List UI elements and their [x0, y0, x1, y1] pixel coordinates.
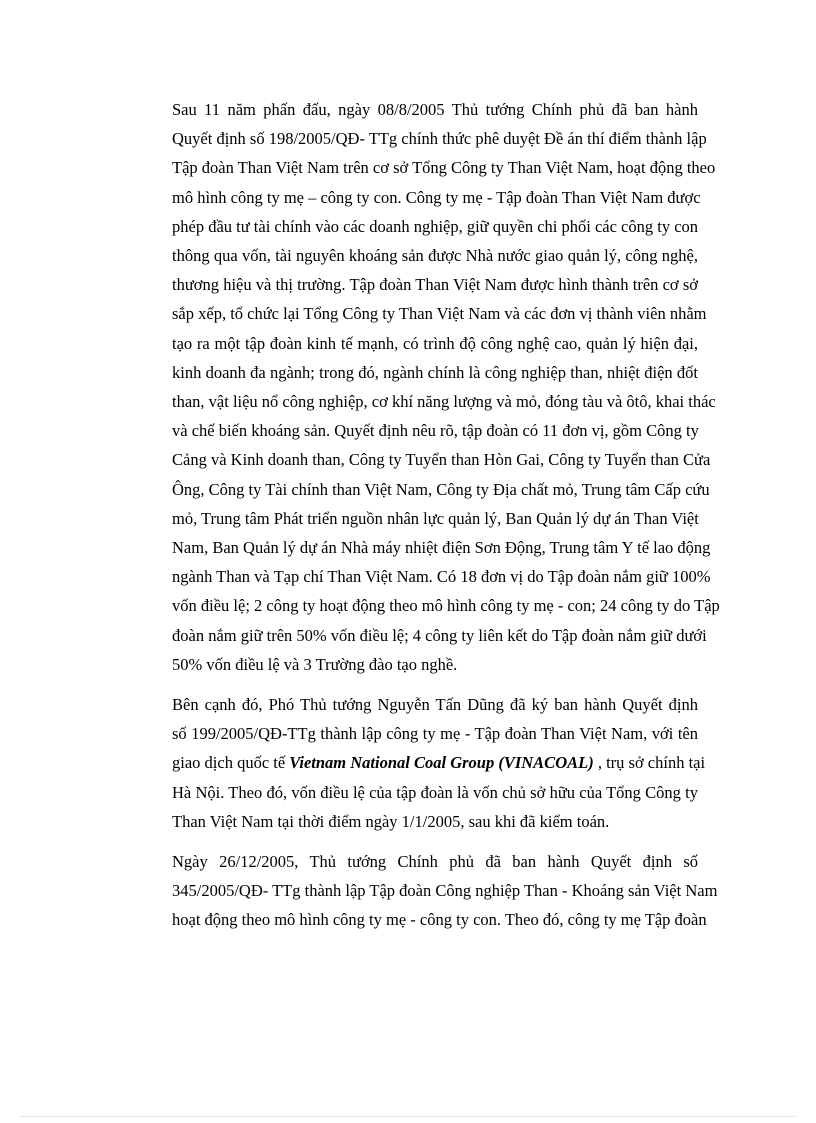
text-line: Cảng và Kinh doanh than, Công ty Tuyển than Hòn Gai, Công ty Tuyển than Cửa	[172, 450, 711, 470]
text-line: đoàn nắm giữ trên 50% vốn điều lệ; 4 công ty liên kết do Tập đoàn nắm giữ dưới	[172, 625, 707, 645]
text-line: ngành Than và Tạp chí Than Việt Nam. Có 18 đơn vị do Tập đoàn nắm giữ 100%	[172, 567, 711, 587]
text-line: Quyết định số 198/2005/QĐ- TTg chính thức phê duyệt Đề án thí điểm thành lập	[172, 129, 707, 149]
text-line: phép đầu tư tài chính vào các doanh nghiệp, giữ quyền chi phối các công ty con	[172, 216, 699, 236]
paragraph-1	[136, 95, 720, 679]
text-line: hoạt động theo mô hình công ty mẹ - công ty con. Theo đó, công ty mẹ Tập đoàn	[172, 910, 707, 930]
text-line-with-emphasis	[136, 748, 706, 777]
text-line: Ngày 26/12/2005, Thủ tướng Chính phủ đã ban hành Quyết định số	[172, 852, 698, 872]
text-line: Than Việt Nam tại thời điểm ngày 1/1/2005, sau khi đã kiểm toán.	[172, 811, 610, 831]
text-line: số 199/2005/QĐ-TTg thành lập công ty mẹ - Tập đoàn Than Việt Nam, với tên	[172, 724, 698, 744]
text-line: mô hình công ty mẹ – công ty con. Công ty mẹ - Tập đoàn Than Việt Nam được	[172, 187, 701, 207]
text-line: Bên cạnh đó, Phó Thủ tướng Nguyễn Tấn Dũng đã ký ban hành Quyết định	[172, 695, 698, 715]
text-line: 345/2005/QĐ- TTg thành lập Tập đoàn Công nghiệp Than - Khoáng sản Việt Nam	[172, 881, 718, 901]
text-line: thông qua vốn, tài nguyên khoáng sản được Nhà nước giao quản lý, công nghệ,	[172, 246, 698, 266]
text-line: vốn điều lệ; 2 công ty hoạt động theo mô hình công ty mẹ - con; 24 công ty do Tập	[172, 596, 720, 616]
text-line: mỏ, Trung tâm Phát triển nguồn nhân lực quản lý, Ban Quản lý dự án Than Việt	[172, 508, 699, 528]
text-line: Sau 11 năm phấn đấu, ngày 08/8/2005 Thủ tướng Chính phủ đã ban hành	[172, 100, 698, 119]
text-line: 50% vốn điều lệ và 3 Trường đào tạo nghề.	[172, 654, 458, 674]
text-line: sắp xếp, tổ chức lại Tổng Công ty Than Việt Nam và các đơn vị thành viên nhằm	[172, 304, 707, 324]
text-line: than, vật liệu nổ công nghiệp, cơ khí năng lượng và mỏ, đóng tàu và ôtô, khai thác	[172, 392, 716, 412]
page-bottom-divider	[20, 1116, 796, 1117]
text-line: Nam, Ban Quản lý dự án Nhà máy nhiệt điện Sơn Động, Trung tâm Y tế lao động	[172, 538, 711, 558]
text-line: và chế biến khoáng sản. Quyết định nêu rõ, tập đoàn có 11 đơn vị, gồm Công ty	[172, 421, 699, 441]
company-international-name: Vietnam National Coal Group (VINACOAL)	[289, 753, 594, 773]
text-line: kinh doanh đa ngành; trong đó, ngành chính là công nghiệp than, nhiệt điện đốt	[172, 362, 698, 382]
text-segment: giao dịch quốc tế	[172, 753, 290, 773]
text-line: Ông, Công ty Tài chính than Việt Nam, Công ty Địa chất mỏ, Trung tâm Cấp cứu	[172, 479, 710, 499]
text-line: Tập đoàn Than Việt Nam trên cơ sở Tổng Công ty Than Việt Nam, hoạt động theo	[172, 158, 716, 178]
text-segment: , trụ sở chính tại	[593, 753, 706, 773]
paragraph-3	[136, 847, 718, 935]
text-line: tạo ra một tập đoàn kinh tế mạnh, có trình độ công nghệ cao, quản lý hiện đại,	[172, 333, 698, 353]
document-body	[136, 95, 720, 946]
text-line: thương hiệu và thị trường. Tập đoàn Than Việt Nam được hình thành trên cơ sở	[172, 275, 698, 295]
paragraph-2	[136, 690, 706, 836]
text-line: Hà Nội. Theo đó, vốn điều lệ của tập đoàn là vốn chủ sở hữu của Tổng Công ty	[172, 782, 698, 802]
